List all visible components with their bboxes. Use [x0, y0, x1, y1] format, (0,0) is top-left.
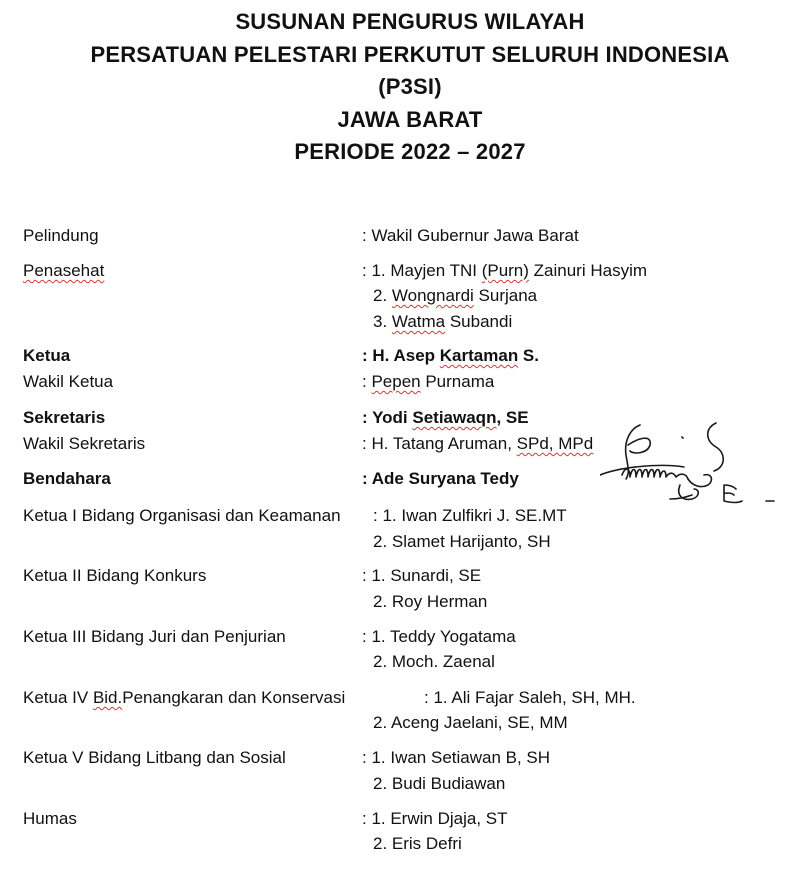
ketua-2-item-1: : 1. Sunardi, SE: [362, 566, 482, 585]
ketua-5-label: Ketua V Bidang Litbang dan Sosial: [23, 748, 286, 767]
wakil-ketua-value-last: Purnama: [420, 372, 495, 391]
ketua-4-item-1: : 1. Ali Fajar Saleh, SH, MH.: [424, 688, 636, 707]
sekretaris-value-surname: Setiawaqn: [412, 408, 497, 427]
ketua-value-post: S.: [518, 346, 539, 365]
penasehat-item-1: [362, 261, 647, 281]
wakil-sekretaris-value-pre: : H. Tatang Aruman,: [362, 434, 517, 453]
ketua-value-surname: Kartaman: [439, 346, 519, 365]
sekretaris-label: Sekretaris: [23, 408, 106, 427]
pelindung-value: : Wakil Gubernur Jawa Barat: [362, 226, 579, 245]
penasehat-item-2-first: Wongnardi: [391, 286, 474, 305]
wakil-ketua-label: Wakil Ketua: [23, 372, 114, 391]
title-line-3: (P3SI): [378, 74, 442, 99]
ketua-4-label-abbr: Bid.: [92, 688, 123, 707]
ketua-2-item-2: 2. Roy Herman: [373, 592, 488, 611]
handwritten-signature: [600, 415, 800, 515]
ketua-5-item-2: 2. Budi Budiawan: [373, 774, 506, 793]
bendahara-value: : Ade Suryana Tedy: [362, 469, 519, 488]
sekretaris-value: [362, 408, 529, 428]
title-line-1: SUSUNAN PENGURUS WILAYAH: [235, 9, 585, 34]
sekretaris-value-pre: : Yodi: [362, 408, 413, 427]
sekretaris-value-post: , SE: [496, 408, 529, 427]
title-line-2: PERSATUAN PELESTARI PERKUTUT SELURUH INDONESIA: [90, 42, 730, 67]
ketua-label: Ketua: [23, 346, 71, 365]
penasehat-item-1-rank: (Purn): [481, 261, 529, 280]
ketua-1-label: Ketua I Bidang Organisasi dan Keamanan: [23, 506, 341, 525]
ketua-value: [362, 346, 539, 366]
ketua-4-label: [23, 688, 345, 708]
ketua-5-item-1: : 1. Iwan Setiawan B, SH: [362, 748, 551, 767]
pelindung-label: Pelindung: [23, 226, 99, 245]
wakil-sekretaris-value: [362, 434, 593, 454]
ketua-1-item-2: 2. Slamet Harijanto, SH: [373, 532, 551, 551]
ketua-4-item-2: 2. Aceng Jaelani, SE, MM: [373, 713, 568, 732]
wakil-ketua-value: [362, 372, 494, 392]
ketua-3-label: Ketua III Bidang Juri dan Penjurian: [23, 627, 286, 646]
ketua-3-item-1: : 1. Teddy Yogatama: [362, 627, 516, 646]
penasehat-label: Penasehat: [23, 261, 105, 280]
penasehat-item-3-first: Watma: [391, 312, 446, 331]
penasehat-item-1-name: Zainuri Hasyim: [528, 261, 648, 280]
wakil-sekretaris-label: Wakil Sekretaris: [23, 434, 146, 453]
ketua-3-item-2: 2. Moch. Zaenal: [373, 652, 495, 671]
wakil-ketua-value-first: Pepen: [371, 372, 421, 391]
humas-item-2: 2. Eris Defri: [373, 834, 462, 853]
ketua-4-label-pre: Ketua IV: [23, 688, 93, 707]
wakil-sekretaris-value-degree: SPd, MPd: [516, 434, 594, 453]
penasehat-item-2-last: Surjana: [473, 286, 538, 305]
penasehat-item-3: [373, 312, 512, 332]
penasehat-item-1-pre: : 1. Mayjen TNI: [362, 261, 482, 280]
penasehat-item-3-last: Subandi: [445, 312, 513, 331]
penasehat-item-2: [373, 286, 537, 306]
humas-item-1: : 1. Erwin Djaja, ST: [362, 809, 508, 828]
penasehat-item-3-pre: 3.: [373, 312, 392, 331]
bendahara-label: Bendahara: [23, 469, 111, 488]
ketua-value-pre: : H. Asep: [362, 346, 440, 365]
title-line-5: PERIODE 2022 – 2027: [294, 139, 526, 164]
humas-label: Humas: [23, 809, 77, 828]
ketua-2-label: Ketua II Bidang Konkurs: [23, 566, 207, 585]
title-line-4: JAWA BARAT: [337, 107, 483, 132]
penasehat-item-2-pre: 2.: [373, 286, 392, 305]
wakil-ketua-value-pre: :: [362, 372, 372, 391]
ketua-1-item-1: : 1. Iwan Zulfikri J. SE.MT: [373, 506, 567, 525]
ketua-4-label-post: Penangkaran dan Konservasi: [122, 688, 346, 707]
